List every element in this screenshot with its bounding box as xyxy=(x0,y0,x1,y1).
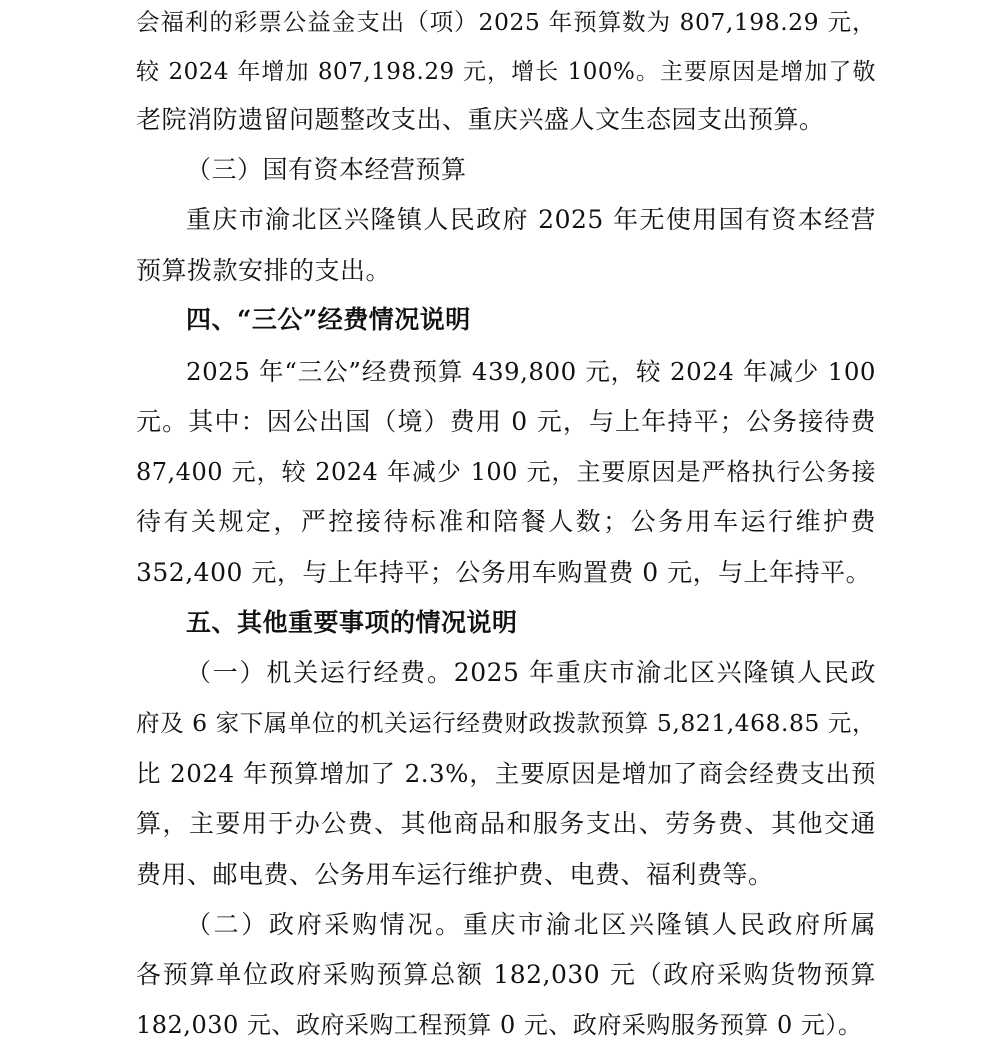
paragraph-line: 较 2024 年增加 807,198.29 元，增长 100%。主要原因是增加了敬 xyxy=(136,59,876,85)
paragraph-line: 87,400 元，较 2024 年减少 100 元，主要原因是严格执行公务接 xyxy=(136,458,876,486)
paragraph-line: 重庆市渝北区兴隆镇人民政府 2025 年无使用国有资本经营 xyxy=(186,205,876,234)
paragraph-line: 预算拨款安排的支出。 xyxy=(136,256,392,285)
paragraph-line: 元。其中：因公出国（境）费用 0 元，与上年持平；公务接待费 xyxy=(136,407,876,436)
paragraph-line: 待有关规定，严控接待标准和陪餐人数；公务用车运行维护费 xyxy=(136,507,876,536)
paragraph-line: 182,030 元、政府采购工程预算 0 元、政府采购服务预算 0 元）。 xyxy=(136,1011,863,1039)
paragraph-line: 2025 年“三公”经费预算 439,800 元，较 2024 年减少 100 xyxy=(186,357,876,386)
paragraph-line: 比 2024 年预算增加了 2.3%，主要原因是增加了商会经费支出预 xyxy=(136,759,876,788)
paragraph-line: （二）政府采购情况。重庆市渝北区兴隆镇人民政府所属 xyxy=(186,910,876,939)
section-heading: 五、其他重要事项的情况说明 xyxy=(186,608,518,637)
paragraph-line: 费用、邮电费、公务用车运行维护费、电费、福利费等。 xyxy=(136,860,774,889)
paragraph-line: （一）机关运行经费。2025 年重庆市渝北区兴隆镇人民政 xyxy=(186,658,876,687)
paragraph-line: 算，主要用于办公费、其他商品和服务支出、劳务费、其他交通 xyxy=(136,809,876,838)
paragraph-line: 老院消防遗留问题整改支出、重庆兴盛人文生态园支出预算。 xyxy=(136,105,825,134)
section-subheading: （三）国有资本经营预算 xyxy=(186,155,467,184)
section-heading: 四、“三公”经费情况说明 xyxy=(186,305,471,334)
paragraph-line: 府及 6 家下属单位的机关运行经费财政拨款预算 5,821,468.85 元， xyxy=(136,709,876,737)
paragraph-line: 会福利的彩票公益金支出（项）2025 年预算数为 807,198.29 元， xyxy=(136,8,876,36)
paragraph-line: 各预算单位政府采购预算总额 182,030 元（政府采购货物预算 xyxy=(136,960,876,989)
paragraph-line: 352,400 元，与上年持平；公务用车购置费 0 元，与上年持平。 xyxy=(136,558,872,587)
